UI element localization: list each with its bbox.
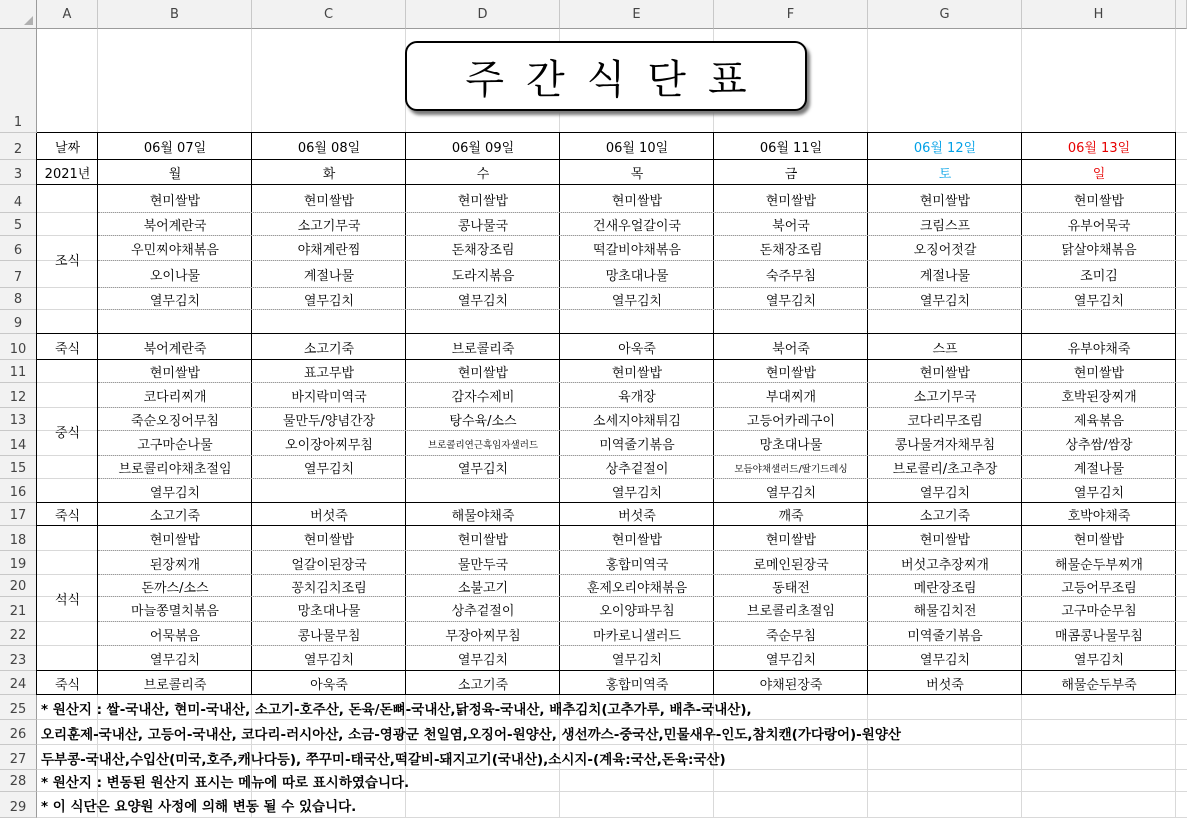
breakfast-menu-cell[interactable]: 떡갈비야채볶음 [593, 243, 681, 258]
dinner-menu-cell[interactable]: 홍합미역국 [605, 557, 669, 573]
breakfast-menu-cell[interactable]: 돈채장조림 [759, 243, 823, 258]
breakfast-menu-cell[interactable]: 소고기무국 [297, 219, 361, 234]
row-separator [98, 478, 1176, 479]
dinner-menu-cell[interactable]: 브로콜리초절임 [747, 604, 835, 619]
column-header[interactable]: C [252, 0, 406, 29]
table-border [37, 184, 1176, 185]
table-border [867, 133, 868, 695]
lunch-menu-cell[interactable]: 현미쌀밥 [611, 366, 663, 381]
row-separator [98, 455, 1176, 456]
porridge-lunch-menu-cell[interactable]: 소고기죽 [149, 509, 201, 524]
lunch-menu-cell[interactable]: 열무김치 [611, 485, 663, 501]
dinner-label[interactable]: 석식 [54, 593, 81, 608]
breakfast-menu-cell[interactable] [560, 310, 714, 334]
lunch-label[interactable]: 중식 [54, 426, 81, 441]
row-header[interactable]: 1 [0, 29, 37, 133]
breakfast-menu-cell[interactable]: 현미쌀밥 [1073, 193, 1125, 209]
row-separator [98, 260, 1176, 261]
row-separator [98, 407, 1176, 408]
column-header[interactable]: A [37, 0, 98, 29]
row-header[interactable]: 20 [0, 575, 37, 597]
breakfast-menu-cell[interactable]: 계절나물 [303, 269, 355, 284]
row-header[interactable]: 5 [0, 213, 37, 236]
table-border [37, 333, 1176, 334]
row-separator [98, 621, 1176, 622]
lunch-menu-cell[interactable]: 물만두/양념간장 [282, 414, 376, 429]
date-cell[interactable]: 06월 12일 [913, 141, 977, 156]
lunch-menu-cell[interactable]: 브로콜리연근흑임자샐러드 [427, 439, 539, 451]
dinner-menu-cell[interactable]: 현미쌀밥 [919, 533, 971, 548]
table-border [37, 502, 1176, 503]
lunch-menu-cell[interactable]: 고등어카레구이 [747, 414, 835, 429]
row-header[interactable]: 22 [0, 622, 37, 646]
breakfast-menu-cell[interactable]: 현미쌀밥 [303, 193, 355, 209]
porridge-dinner-menu-cell[interactable]: 아욱죽 [310, 677, 348, 693]
origin-note[interactable]: * 원산지 : 변동된 원산지 표시는 메뉴에 따로 표시하였습니다. [41, 775, 410, 791]
lunch-menu-cell[interactable]: 모듬야채샐러드/딸기드레싱 [734, 463, 848, 475]
lunch-menu-cell[interactable]: 미역줄기볶음 [599, 438, 675, 453]
breakfast-menu-cell[interactable]: 열무김치 [919, 293, 971, 309]
dinner-menu-cell[interactable]: 물만두국 [457, 557, 509, 573]
breakfast-menu-cell[interactable]: 돈채장조림 [451, 243, 515, 258]
lunch-menu-cell[interactable]: 열무김치 [765, 485, 817, 501]
dinner-menu-cell[interactable]: 열무김치 [919, 653, 971, 668]
lunch-menu-cell[interactable]: 호박된장찌개 [1061, 390, 1137, 405]
breakfast-menu-cell[interactable]: 도라지볶음 [451, 269, 515, 284]
sheet-title: 주간식단표 [465, 56, 769, 103]
breakfast-menu-cell[interactable]: 북어계란국 [143, 219, 207, 234]
porridge-lunch-menu-cell[interactable]: 깨죽 [778, 509, 804, 524]
table-border [37, 159, 1176, 160]
row-separator [98, 287, 1176, 288]
porridge-lunch-menu-cell[interactable]: 해물야채죽 [451, 509, 515, 524]
select-all-corner[interactable] [0, 0, 37, 29]
dinner-menu-cell[interactable]: 얼갈이된장국 [291, 557, 367, 573]
row-header[interactable]: 6 [0, 236, 37, 261]
dinner-menu-cell[interactable]: 현미쌀밥 [1073, 533, 1125, 548]
table-border [37, 525, 1176, 526]
porridge-lunch-menu-cell[interactable]: 버섯죽 [310, 509, 348, 524]
lunch-menu-cell[interactable]: 코다리무조림 [907, 414, 983, 429]
lunch-menu-cell[interactable]: 현미쌀밥 [1073, 366, 1125, 381]
lunch-menu-cell[interactable]: 표고무밥 [303, 366, 355, 381]
breakfast-menu-cell[interactable]: 오징어젓갈 [913, 243, 977, 258]
dinner-menu-cell[interactable]: 열무김치 [457, 653, 509, 668]
origin-note[interactable]: 오리훈제-국내산, 고등어-국내산, 코다리-러시아산, 소금-영광군 천일염,오징어-원양산, 생선까스-중국산,민물새우-인도,참치캔(가다랑어)-원양산 [41, 726, 901, 743]
row-header[interactable]: 28 [0, 770, 37, 792]
breakfast-menu-cell[interactable]: 현미쌀밥 [149, 193, 201, 209]
origin-note[interactable]: * 이 식단은 요양원 사정에 의해 변동 될 수 있습니다. [41, 799, 357, 815]
breakfast-menu-cell[interactable]: 북어국 [772, 219, 810, 234]
column-header[interactable]: G [868, 0, 1022, 29]
lunch-menu-cell[interactable]: 브로콜리야채초절임 [118, 462, 232, 477]
dinner-menu-cell[interactable]: 현미쌀밥 [457, 533, 509, 548]
porridge-breakfast-menu-cell[interactable]: 소고기죽 [303, 341, 355, 357]
dinner-menu-cell[interactable]: 현미쌀밥 [149, 533, 201, 548]
date-cell[interactable]: 06월 13일 [1067, 141, 1131, 156]
row-separator [98, 596, 1176, 597]
lunch-menu-cell[interactable] [406, 479, 560, 503]
lunch-menu-cell[interactable]: 부대찌개 [765, 390, 817, 405]
dinner-menu-cell[interactable]: 열무김치 [611, 653, 663, 668]
weekday-cell[interactable]: 수 [476, 167, 490, 182]
breakfast-menu-cell[interactable]: 열무김치 [303, 293, 355, 309]
row-header[interactable]: 29 [0, 792, 37, 818]
date-cell[interactable]: 06월 10일 [605, 141, 669, 156]
breakfast-menu-cell[interactable]: 야채계란찜 [297, 243, 361, 258]
dinner-menu-cell[interactable]: 상추겉절이 [451, 604, 515, 619]
dinner-menu-cell[interactable]: 망초대나물 [297, 604, 361, 619]
porridge-breakfast-menu-cell[interactable]: 스프 [932, 341, 958, 357]
porridge-dinner-menu-cell[interactable]: 버섯죽 [926, 677, 964, 693]
table-border [251, 133, 252, 695]
porridge-lunch-menu-cell[interactable]: 호박야채죽 [1067, 509, 1131, 524]
lunch-menu-cell[interactable]: 탕수육/소스 [449, 414, 517, 429]
dinner-menu-cell[interactable]: 열무김치 [765, 653, 817, 668]
table-border [37, 694, 1176, 695]
lunch-menu-cell[interactable]: 죽순오징어무침 [131, 414, 219, 429]
row-header[interactable]: 7 [0, 261, 37, 288]
breakfast-menu-cell[interactable] [1022, 310, 1176, 334]
lunch-menu-cell[interactable]: 코다리찌개 [143, 390, 207, 405]
date-cell[interactable]: 06월 11일 [759, 141, 823, 156]
column-header[interactable]: F [714, 0, 868, 29]
dinner-menu-cell[interactable]: 꽁치김치조림 [291, 580, 367, 596]
porridge-breakfast-menu-cell[interactable]: 아욱죽 [618, 341, 656, 357]
dinner-menu-cell[interactable]: 마늘쫑멸치볶음 [131, 604, 219, 619]
column-header[interactable]: E [560, 0, 714, 29]
porridge-breakfast-menu-cell[interactable]: 브로콜리죽 [451, 341, 515, 357]
breakfast-menu-cell[interactable]: 망초대나물 [605, 269, 669, 284]
breakfast-menu-cell[interactable]: 열무김치 [1073, 293, 1125, 309]
porridge-dinner-menu-cell[interactable]: 홍합미역죽 [605, 677, 669, 693]
lunch-menu-cell[interactable]: 계절나물 [1073, 462, 1125, 477]
dinner-menu-cell[interactable]: 훈제오리야채볶음 [586, 580, 688, 596]
table-border [37, 359, 1176, 360]
row-header[interactable]: 27 [0, 745, 37, 770]
row-header[interactable]: 9 [0, 310, 37, 334]
row-header[interactable]: 4 [0, 185, 37, 213]
porridge-lunch-menu-cell[interactable]: 버섯죽 [618, 509, 656, 524]
lunch-menu-cell[interactable]: 현미쌀밥 [149, 366, 201, 381]
table-border [1175, 133, 1176, 695]
row-header[interactable]: 16 [0, 479, 37, 503]
lunch-menu-cell[interactable] [252, 479, 406, 503]
row-separator [98, 430, 1176, 431]
row-separator [98, 309, 1176, 310]
breakfast-menu-cell[interactable] [868, 310, 1022, 334]
date-label[interactable]: 날짜 [54, 141, 81, 156]
dinner-menu-cell[interactable]: 로메인된장국 [753, 557, 829, 573]
date-cell[interactable]: 06월 09일 [451, 141, 515, 156]
porridge-dinner-menu-cell[interactable]: 해물순두부죽 [1061, 677, 1137, 693]
row-separator [98, 574, 1176, 575]
lunch-menu-cell[interactable]: 현미쌀밥 [919, 366, 971, 381]
lunch-menu-cell[interactable]: 현미쌀밥 [765, 366, 817, 381]
weekday-cell[interactable]: 화 [322, 167, 336, 182]
lunch-menu-cell[interactable]: 육개장 [618, 390, 656, 405]
dinner-menu-cell[interactable]: 현미쌀밥 [611, 533, 663, 548]
dinner-menu-cell[interactable]: 매콤콩나물무침 [1055, 628, 1143, 644]
breakfast-menu-cell[interactable]: 건새우얼갈이국 [593, 219, 681, 234]
breakfast-menu-cell[interactable] [98, 310, 252, 334]
lunch-menu-cell[interactable]: 열무김치 [303, 462, 355, 477]
breakfast-menu-cell[interactable]: 현미쌀밥 [611, 193, 663, 209]
breakfast-menu-cell[interactable]: 열무김치 [149, 293, 201, 309]
row-header[interactable]: 10 [0, 334, 37, 360]
weekday-cell[interactable]: 토 [938, 167, 952, 182]
porridge-dinner-label[interactable]: 죽식 [54, 677, 81, 693]
dinner-menu-cell[interactable]: 열무김치 [303, 653, 355, 668]
lunch-menu-cell[interactable]: 열무김치 [919, 485, 971, 501]
breakfast-menu-cell[interactable]: 현미쌀밥 [457, 193, 509, 209]
row-header[interactable]: 2 [0, 133, 37, 160]
dinner-menu-cell[interactable]: 소불고기 [457, 580, 509, 596]
lunch-menu-cell[interactable]: 오이장아찌무침 [285, 438, 373, 453]
row-separator [98, 382, 1176, 383]
table-border [559, 133, 560, 695]
row-header[interactable]: 12 [0, 383, 37, 408]
dinner-menu-cell[interactable]: 해물순두부찌개 [1055, 557, 1143, 573]
table-border [713, 133, 714, 695]
table-border [1021, 133, 1022, 695]
breakfast-menu-cell[interactable]: 계절나물 [919, 269, 971, 284]
breakfast-menu-cell[interactable]: 크림스프 [919, 219, 971, 234]
dinner-menu-cell[interactable]: 열무김치 [1073, 653, 1125, 668]
lunch-menu-cell[interactable]: 열무김치 [1073, 485, 1125, 501]
row-header[interactable]: 13 [0, 408, 37, 431]
column-header[interactable]: H [1022, 0, 1176, 29]
row-header[interactable]: 3 [0, 160, 37, 185]
lunch-menu-cell[interactable]: 바지락미역국 [291, 390, 367, 405]
dinner-menu-cell[interactable]: 동태전 [772, 580, 810, 596]
breakfast-menu-cell[interactable]: 콩나물국 [457, 219, 509, 234]
lunch-menu-cell[interactable]: 상추쌈/쌈장 [1065, 438, 1133, 453]
dinner-menu-cell[interactable]: 열무김치 [149, 653, 201, 668]
dinner-menu-cell[interactable]: 마카로니샐러드 [593, 628, 681, 644]
dinner-menu-cell[interactable]: 오이양파무침 [599, 604, 675, 619]
row-header[interactable]: 21 [0, 597, 37, 622]
weekday-cell[interactable]: 목 [630, 167, 644, 182]
table-border [36, 133, 37, 695]
porridge-breakfast-menu-cell[interactable]: 북어계란죽 [143, 341, 207, 357]
row-header[interactable]: 17 [0, 503, 37, 526]
dinner-menu-cell[interactable]: 된장찌개 [149, 557, 201, 573]
lunch-menu-cell[interactable]: 열무김치 [457, 462, 509, 477]
breakfast-menu-cell[interactable]: 열무김치 [611, 293, 663, 309]
row-header[interactable]: 14 [0, 431, 37, 456]
dinner-menu-cell[interactable]: 버섯고추장찌개 [901, 557, 989, 573]
table-border [405, 133, 406, 695]
breakfast-menu-cell[interactable]: 오이나물 [149, 269, 201, 284]
dinner-menu-cell[interactable]: 어묵볶음 [149, 628, 201, 644]
lunch-menu-cell[interactable]: 브로콜리/초고추장 [892, 462, 998, 477]
weekday-cell[interactable]: 금 [784, 167, 798, 182]
year-label[interactable]: 2021년 [44, 167, 91, 182]
lunch-menu-cell[interactable]: 현미쌀밥 [457, 366, 509, 381]
lunch-menu-cell[interactable]: 소고기무국 [913, 390, 977, 405]
breakfast-menu-cell[interactable] [406, 310, 560, 334]
lunch-menu-cell[interactable]: 감자수제비 [451, 390, 515, 405]
breakfast-menu-cell[interactable]: 현미쌀밥 [765, 193, 817, 209]
row-separator [98, 645, 1176, 646]
breakfast-menu-cell[interactable]: 유부어묵국 [1067, 219, 1131, 234]
breakfast-menu-cell[interactable]: 열무김치 [457, 293, 509, 309]
breakfast-menu-cell[interactable]: 숙주무침 [765, 269, 817, 284]
dinner-menu-cell[interactable]: 콩나물무침 [297, 628, 361, 644]
weekday-cell[interactable]: 월 [168, 167, 182, 182]
lunch-menu-cell[interactable]: 고구마순나물 [137, 438, 213, 453]
dinner-menu-cell[interactable]: 죽순무침 [765, 628, 817, 644]
breakfast-menu-cell[interactable]: 우민찌야채볶음 [131, 243, 219, 258]
breakfast-menu-cell[interactable]: 조미김 [1080, 269, 1118, 284]
breakfast-menu-cell[interactable]: 닭살야채볶음 [1061, 243, 1137, 258]
porridge-dinner-menu-cell[interactable]: 브로콜리죽 [143, 677, 207, 693]
table-border [37, 670, 1176, 671]
porridge-dinner-menu-cell[interactable]: 야채된장죽 [759, 677, 823, 693]
row-header[interactable]: 18 [0, 526, 37, 551]
weekday-cell[interactable]: 일 [1092, 167, 1106, 182]
row-header[interactable]: 8 [0, 288, 37, 310]
lunch-menu-cell[interactable]: 망초대나물 [759, 438, 823, 453]
porridge-breakfast-label[interactable]: 죽식 [54, 341, 81, 357]
breakfast-menu-cell[interactable] [252, 310, 406, 334]
breakfast-menu-cell[interactable]: 열무김치 [765, 293, 817, 309]
dinner-menu-cell[interactable]: 돈까스/소스 [141, 580, 209, 596]
lunch-menu-cell[interactable]: 콩나물겨자채무침 [894, 438, 996, 453]
lunch-menu-cell[interactable]: 상추겉절이 [605, 462, 669, 477]
row-header[interactable]: 11 [0, 360, 37, 383]
origin-note[interactable]: * 원산지 : 쌀-국내산, 현미-국내산, 소고기-호주산, 돈육/돈뼈-국내산,닭정육-국내산, 배추김치(고추가루, 배추-국내산), [41, 701, 752, 718]
row-header[interactable]: 15 [0, 456, 37, 479]
dinner-menu-cell[interactable]: 현미쌀밥 [303, 533, 355, 548]
breakfast-menu-cell[interactable] [714, 310, 868, 334]
dinner-menu-cell[interactable]: 고등어무조림 [1061, 580, 1137, 596]
porridge-lunch-menu-cell[interactable]: 소고기죽 [919, 509, 971, 524]
row-separator [98, 550, 1176, 551]
column-header-partial[interactable] [1176, 0, 1187, 29]
column-header[interactable]: D [406, 0, 560, 29]
dinner-menu-cell[interactable]: 메란장조림 [913, 580, 977, 596]
dinner-menu-cell[interactable]: 무장아찌무침 [445, 628, 521, 644]
title-box [405, 41, 807, 111]
row-header[interactable]: 26 [0, 720, 37, 745]
date-cell[interactable]: 06월 08일 [297, 141, 361, 156]
origin-note[interactable]: 두부콩-국내산,수입산(미국,호주,캐나다등), 쭈꾸미-태국산,떡갈비-돼지고기(국내산),소시지-(계육:국산,돈육:국산) [41, 751, 726, 768]
lunch-menu-cell[interactable]: 제육볶음 [1073, 414, 1125, 429]
porridge-breakfast-menu-cell[interactable]: 북어죽 [772, 341, 810, 357]
row-header[interactable]: 23 [0, 646, 37, 671]
dinner-menu-cell[interactable]: 고구마순무침 [1061, 604, 1137, 619]
lunch-menu-cell[interactable]: 소세지야채튀김 [593, 414, 681, 429]
dinner-menu-cell[interactable]: 해물김치전 [913, 604, 977, 619]
dinner-menu-cell[interactable]: 현미쌀밥 [765, 533, 817, 548]
table-border [97, 133, 98, 695]
row-separator [98, 235, 1176, 236]
dinner-menu-cell[interactable]: 미역줄기볶음 [907, 628, 983, 644]
breakfast-menu-cell[interactable]: 현미쌀밥 [919, 193, 971, 209]
row-separator [98, 212, 1176, 213]
breakfast-label[interactable]: 조식 [54, 254, 81, 269]
column-header[interactable]: B [98, 0, 252, 29]
row-header[interactable]: 25 [0, 695, 37, 720]
row-header[interactable]: 19 [0, 551, 37, 575]
lunch-menu-cell[interactable]: 열무김치 [149, 485, 201, 501]
row-header[interactable]: 24 [0, 671, 37, 695]
porridge-lunch-label[interactable]: 죽식 [54, 509, 81, 524]
porridge-breakfast-menu-cell[interactable]: 유부야채죽 [1067, 341, 1131, 357]
porridge-dinner-menu-cell[interactable]: 소고기죽 [457, 677, 509, 693]
table-border [37, 132, 1176, 133]
date-cell[interactable]: 06월 07일 [143, 141, 207, 156]
